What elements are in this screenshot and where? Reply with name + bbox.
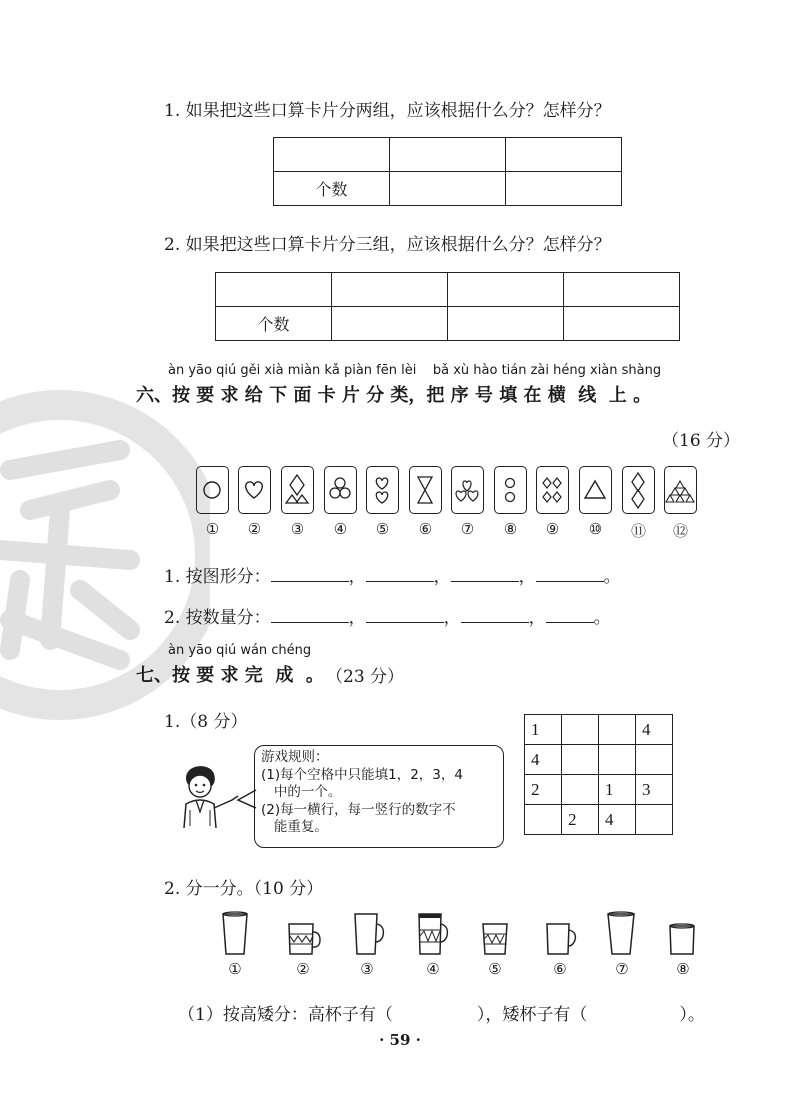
- sudoku-cell: 2: [562, 805, 599, 835]
- card-number: ⑫: [672, 522, 688, 540]
- answer-blank[interactable]: [366, 608, 444, 623]
- card-10: [579, 466, 612, 514]
- answer-blank[interactable]: [461, 608, 529, 623]
- table-cell[interactable]: [448, 273, 564, 307]
- cup-number: ⑧: [676, 960, 690, 978]
- card-6: [409, 466, 442, 514]
- card-1: [196, 466, 229, 514]
- count-label: 个数: [216, 307, 332, 341]
- section-6-pinyin: àn yāo qiú gěi xià miàn kǎ piàn fēn lèi bǎ xù hào tián zài héng xiàn shàng: [168, 363, 662, 378]
- tall-mug-icon: [352, 910, 386, 958]
- rule-2-line-b: 能重复。: [261, 819, 328, 835]
- sudoku-cell: 4: [599, 805, 636, 835]
- sudoku-cell: 1: [599, 775, 636, 805]
- heart-cluster-shape-icon: [452, 467, 485, 515]
- cup-number: ②: [296, 960, 310, 978]
- table-cell[interactable]: [390, 172, 506, 206]
- separator: ，: [443, 608, 461, 628]
- page-number: · 59 ·: [379, 1031, 421, 1049]
- cup-number: ①: [228, 960, 242, 978]
- sudoku-cell[interactable]: [599, 745, 636, 775]
- tall-glass-icon: [220, 910, 250, 958]
- card-2: [238, 466, 271, 514]
- two-small-circles-shape-icon: [495, 467, 528, 515]
- short-mug-patterned-icon: [286, 910, 322, 958]
- cup-question-part-c: ）。: [679, 1005, 705, 1025]
- classify-by-quantity-label: 2. 按数量分：: [164, 608, 271, 628]
- answer-blank[interactable]: [271, 608, 349, 623]
- short-cup-icon: [667, 910, 697, 958]
- answer-blank[interactable]: [271, 567, 349, 582]
- card-3: [281, 466, 314, 514]
- sudoku-cell: 4: [525, 745, 562, 775]
- sudoku-grid: [524, 714, 673, 835]
- table-cell[interactable]: [564, 307, 680, 341]
- card-5: [366, 466, 399, 514]
- card-4: [324, 466, 357, 514]
- answer-blank[interactable]: [366, 567, 434, 582]
- card-number: ③: [290, 520, 305, 538]
- sudoku-cell[interactable]: [562, 775, 599, 805]
- question-2-text: 2. 如果把这些口算卡片分三组，应该根据什么分？怎样分？: [164, 235, 611, 255]
- card-number: ⑧: [503, 520, 518, 538]
- section-7-title: 七、按 要 求 完 成 。: [136, 665, 324, 686]
- question-2-table: [215, 272, 680, 341]
- cup-number: ③: [360, 960, 374, 978]
- sub-question-2: 2. 分一分。（10 分）: [164, 879, 324, 899]
- card-12: [664, 466, 697, 514]
- rule-1-line-a: (1)每个空格中只能填1，2，3，4: [261, 766, 463, 783]
- card-number: ⑦: [460, 520, 475, 538]
- sudoku-cell: 4: [636, 715, 673, 745]
- circle-shape-icon: [197, 467, 230, 515]
- answer-blank[interactable]: [451, 567, 519, 582]
- cup-question-part-a: （1）按高矮分：高杯子有（: [178, 1005, 393, 1025]
- count-label: 个数: [274, 172, 390, 206]
- separator: ，: [518, 567, 536, 587]
- table-cell[interactable]: [332, 307, 448, 341]
- card-8: [494, 466, 527, 514]
- rule-1-line-b: 中的一个。: [261, 784, 342, 800]
- diamond-triangle-shape-icon: [282, 467, 315, 515]
- separator: ，: [528, 608, 546, 628]
- classify-by-shape-row: [164, 562, 621, 587]
- table-cell[interactable]: [216, 273, 332, 307]
- section-7-points: （23 分）: [326, 667, 405, 687]
- sudoku-cell: 1: [525, 715, 562, 745]
- card-number: ⑤: [375, 520, 390, 538]
- separator: 。: [603, 567, 621, 587]
- section-6-points: （16 分）: [662, 431, 741, 451]
- cup-height-question: [178, 1000, 705, 1025]
- section-6-title: 六、按 要 求 给 下 面 卡 片 分 类，把 序 号 填 在 横 线 上 。: [136, 385, 652, 406]
- section-7-pinyin: àn yāo qiú wán chéng: [168, 643, 312, 658]
- card-11: [622, 466, 655, 514]
- sudoku-cell: 2: [525, 775, 562, 805]
- sub-question-1: 1.（8 分）: [164, 712, 248, 732]
- separator: ，: [348, 567, 366, 587]
- separator: 。: [593, 608, 611, 628]
- card-number: ⑪: [630, 522, 646, 540]
- answer-blank[interactable]: [536, 567, 604, 582]
- cup-number: ⑤: [488, 960, 502, 978]
- card-number: ⑨: [545, 520, 560, 538]
- separator: ，: [348, 608, 366, 628]
- hourglass-shape-icon: [410, 467, 443, 515]
- two-hearts-shape-icon: [367, 467, 400, 515]
- triangle-stack-shape-icon: [665, 467, 698, 515]
- three-circles-shape-icon: [325, 467, 358, 515]
- table-cell[interactable]: [564, 273, 680, 307]
- card-number: ⑩: [588, 520, 603, 538]
- table-cell[interactable]: [390, 138, 506, 172]
- card-number: ④: [333, 520, 348, 538]
- card-number: ②: [247, 520, 262, 538]
- sudoku-cell[interactable]: [636, 745, 673, 775]
- sudoku-cell[interactable]: [562, 715, 599, 745]
- four-diamonds-shape-icon: [537, 467, 570, 515]
- separator: ，: [433, 567, 451, 587]
- game-rules-bubble: [254, 745, 504, 848]
- two-diamonds-shape-icon: [623, 467, 656, 515]
- cup-question-part-b: ），矮杯子有（: [476, 1005, 588, 1025]
- rules-title: 游戏规则：: [261, 749, 329, 765]
- table-cell[interactable]: [448, 307, 564, 341]
- short-cup-patterned-icon: [480, 910, 510, 958]
- table-cell[interactable]: [506, 138, 622, 172]
- card-7: [451, 466, 484, 514]
- tall-mug-patterned-icon: [416, 910, 450, 958]
- card-number: ①: [205, 520, 220, 538]
- card-9: [536, 466, 569, 514]
- classify-by-quantity-row: [164, 603, 611, 628]
- cup-number: ④: [426, 960, 440, 978]
- short-mug-icon: [544, 910, 578, 958]
- table-cell[interactable]: [274, 138, 390, 172]
- tall-glass-icon: [606, 910, 636, 958]
- table-cell[interactable]: [506, 172, 622, 206]
- rule-2-line-a: (2)每一横行，每一竖行的数字不: [261, 801, 456, 818]
- sudoku-cell[interactable]: [599, 715, 636, 745]
- sudoku-cell: 3: [636, 775, 673, 805]
- question-1-table: [273, 137, 622, 206]
- classify-by-shape-label: 1. 按图形分：: [164, 567, 271, 587]
- table-cell[interactable]: [332, 273, 448, 307]
- answer-blank[interactable]: [546, 608, 594, 623]
- sudoku-cell[interactable]: [525, 805, 562, 835]
- question-1-text: 1. 如果把这些口算卡片分两组，应该根据什么分？怎样分？: [164, 101, 611, 121]
- sudoku-cell[interactable]: [636, 805, 673, 835]
- sudoku-cell[interactable]: [562, 745, 599, 775]
- cup-number: ⑥: [553, 960, 567, 978]
- card-number: ⑥: [418, 520, 433, 538]
- triangle-shape-icon: [580, 467, 613, 515]
- heart-shape-icon: [239, 467, 272, 515]
- cup-number: ⑦: [615, 960, 629, 978]
